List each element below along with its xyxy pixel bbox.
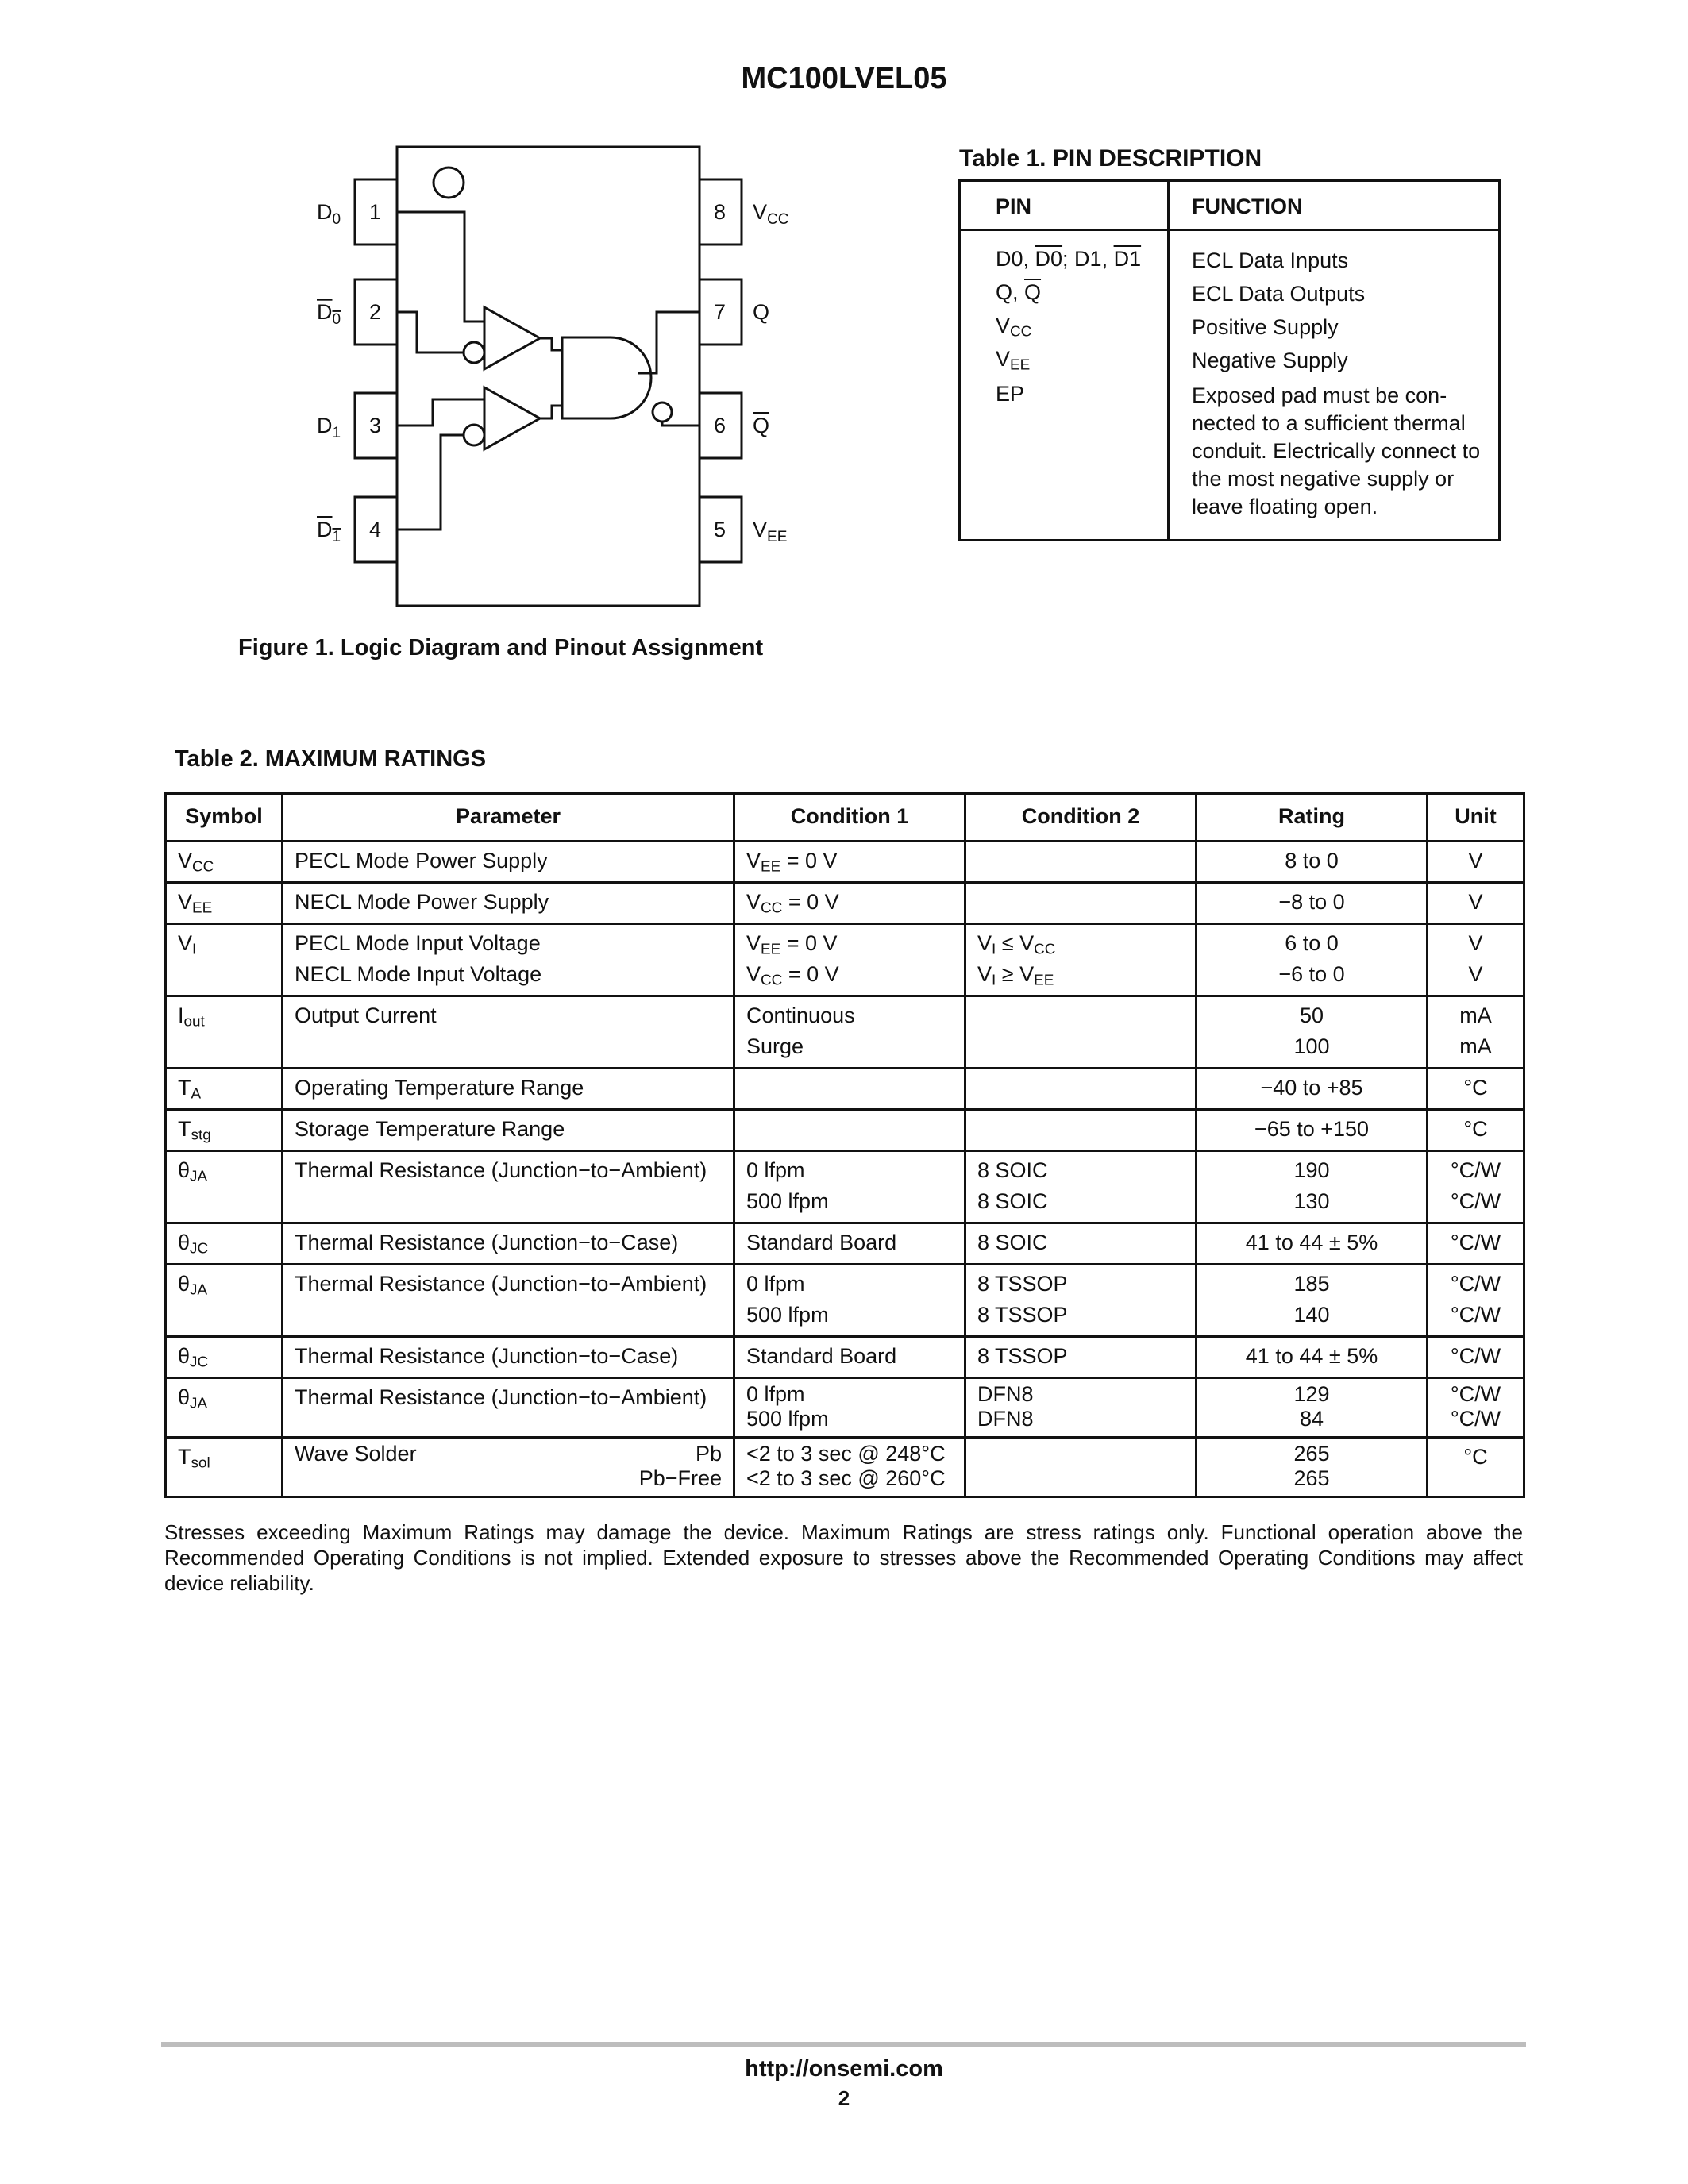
parameter-cell: Output Current bbox=[283, 996, 734, 1069]
condition1-cell: Continuous Surge bbox=[734, 996, 965, 1069]
parameter-cell: NECL Mode Power Supply bbox=[283, 883, 734, 924]
rating-cell: 41 to 44 ± 5% bbox=[1197, 1223, 1428, 1265]
table-row bbox=[166, 1438, 1524, 1497]
symbol-cell: $T_{stg}$ bbox=[166, 1110, 283, 1151]
rating-cell: −8 to 0 bbox=[1197, 883, 1428, 924]
parameter-cell: PECL Mode Power Supply bbox=[283, 842, 734, 883]
unit-cell: °C bbox=[1428, 1438, 1524, 1497]
unit-cell: mA mA bbox=[1428, 996, 1524, 1069]
unit-cell: V V bbox=[1428, 924, 1524, 996]
pin-label-q-bar: Q bbox=[753, 414, 770, 437]
pin-label-d0-bar: $D_0$ bbox=[317, 300, 341, 328]
unit-cell: °C/W °C/W bbox=[1428, 1265, 1524, 1337]
buffer-gate-1 bbox=[484, 307, 540, 369]
parameter-cell: Thermal Resistance (Junction−to−Ambient) bbox=[283, 1378, 734, 1438]
rating-cell: 265 265 bbox=[1197, 1438, 1428, 1497]
pin-number-5: 5 bbox=[714, 518, 726, 541]
pin-function: ECL Data Outputs bbox=[1192, 282, 1366, 306]
pin-function: Negative Supply bbox=[1192, 349, 1348, 372]
symbol-cell: $T_{sol}$ bbox=[166, 1438, 283, 1497]
pin1-marker bbox=[434, 168, 464, 198]
condition1-cell: Standard Board bbox=[734, 1337, 965, 1378]
symbol-cell: $V_I$ bbox=[166, 924, 283, 996]
condition2-cell: 8 TSSOP 8 TSSOP bbox=[965, 1265, 1197, 1337]
condition2-cell: DFN8 DFN8 bbox=[965, 1378, 1197, 1438]
condition2-cell bbox=[965, 1110, 1197, 1151]
symbol-cell: $\theta_{JA}$ bbox=[166, 1151, 283, 1223]
pin-table-title: Table 1. PIN DESCRIPTION bbox=[959, 145, 1262, 171]
table-row bbox=[166, 1337, 1524, 1378]
condition1-cell: $V_{CC} = 0$ V bbox=[734, 883, 965, 924]
pin-function: Exposed pad must be con-nected to a sufficient thermal conduit. Electrically connect to the most negative supply or leave floating open. bbox=[1192, 383, 1481, 518]
buffer-2-bubble bbox=[464, 425, 484, 445]
condition1-cell: <2 to 3 sec @ 248°C <2 to 3 sec @ 260°C bbox=[734, 1438, 965, 1497]
table-row bbox=[166, 883, 1524, 924]
symbol-header: Symbol bbox=[166, 794, 283, 842]
symbol-cell: $T_A$ bbox=[166, 1069, 283, 1110]
stress-note: Stresses exceeding Maximum Ratings may damage the device. Maximum Ratings are stress ratings only. Functional operation above the Recommended Operating Conditions is not implied. Extended exposure to stresses above the Recommended Operating Conditions may affect device reliability. bbox=[164, 1520, 1523, 1595]
parameter-cell: Thermal Resistance (Junction−to−Ambient) bbox=[283, 1265, 734, 1337]
ratings-header-row bbox=[166, 794, 1524, 842]
condition2-cell: 8 SOIC 8 SOIC bbox=[965, 1151, 1197, 1223]
condition1-cell: 0 lfpm 500 lfpm bbox=[734, 1265, 965, 1337]
unit-cell: °C/W bbox=[1428, 1223, 1524, 1265]
condition1-cell: 0 lfpm 500 lfpm bbox=[734, 1151, 965, 1223]
pin-number-3: 3 bbox=[369, 414, 382, 437]
pin-name: D0, D0; D1, D1 bbox=[996, 247, 1142, 271]
pin-column-header: PIN bbox=[996, 195, 1032, 218]
pin-number-2: 2 bbox=[369, 300, 382, 324]
pin-name: $V_{CC}$ bbox=[996, 314, 1032, 341]
pin-name: Q, $\overline{Q}$ bbox=[996, 280, 1042, 304]
symbol-cell: $I_{out}$ bbox=[166, 996, 283, 1069]
rating-cell: 50 100 bbox=[1197, 996, 1428, 1069]
rating-cell: 190 130 bbox=[1197, 1151, 1428, 1223]
pin-description-table bbox=[958, 179, 1501, 541]
condition2-cell: 8 TSSOP bbox=[965, 1337, 1197, 1378]
condition1-cell bbox=[734, 1110, 965, 1151]
pin-function: Positive Supply bbox=[1192, 315, 1339, 339]
parameter-cell: Thermal Resistance (Junction−to−Ambient) bbox=[283, 1151, 734, 1223]
parameter-cell: PECL Mode Input Voltage NECL Mode Input Voltage bbox=[283, 924, 734, 996]
pin-label-vcc: $V_{CC}$ bbox=[753, 200, 789, 228]
symbol-cell: $\theta_{JC}$ bbox=[166, 1337, 283, 1378]
footer-url: http://onsemi.com bbox=[745, 2056, 943, 2082]
symbol-cell: $\theta_{JA}$ bbox=[166, 1378, 283, 1438]
condition1-cell: 0 lfpm 500 lfpm bbox=[734, 1378, 965, 1438]
buffer-1-bubble bbox=[464, 342, 484, 363]
unit-cell: °C/W bbox=[1428, 1337, 1524, 1378]
pin-name: EP bbox=[996, 382, 1025, 406]
condition2-cell bbox=[965, 1069, 1197, 1110]
parameter-cell: Thermal Resistance (Junction−to−Case) bbox=[283, 1337, 734, 1378]
unit-cell: V bbox=[1428, 883, 1524, 924]
pin-label-d1-bar: $D_1$ bbox=[317, 518, 341, 545]
symbol-cell: $\theta_{JC}$ bbox=[166, 1223, 283, 1265]
ratings-table-title: Table 2. MAXIMUM RATINGS bbox=[175, 746, 487, 772]
condition2-cell bbox=[965, 883, 1197, 924]
table-row bbox=[166, 1110, 1524, 1151]
pin-label-vee: $V_{EE}$ bbox=[753, 518, 788, 545]
unit-header: Unit bbox=[1428, 794, 1524, 842]
rating-cell: 129 84 bbox=[1197, 1378, 1428, 1438]
table-row bbox=[166, 1151, 1524, 1223]
condition1-header: Condition 1 bbox=[734, 794, 965, 842]
pin-number-7: 7 bbox=[714, 300, 726, 324]
condition1-cell: $V_{EE} = 0$ V $V_{CC} = 0$ V bbox=[734, 924, 965, 996]
symbol-cell: $V_{CC}$ bbox=[166, 842, 283, 883]
maximum-ratings-table bbox=[164, 792, 1525, 1498]
pin-label-q: Q bbox=[753, 300, 770, 324]
pin-name: $V_{EE}$ bbox=[996, 347, 1031, 374]
condition2-cell bbox=[965, 1438, 1197, 1497]
table-row bbox=[166, 924, 1524, 996]
footer-divider bbox=[161, 2042, 1526, 2047]
unit-cell: °C/W °C/W bbox=[1428, 1151, 1524, 1223]
rating-header: Rating bbox=[1197, 794, 1428, 842]
unit-cell: °C bbox=[1428, 1110, 1524, 1151]
rating-cell: 8 to 0 bbox=[1197, 842, 1428, 883]
table-row bbox=[166, 1378, 1524, 1438]
function-column-header: FUNCTION bbox=[1192, 195, 1303, 218]
pin-number-8: 8 bbox=[714, 200, 726, 224]
parameter-cell: Operating Temperature Range bbox=[283, 1069, 734, 1110]
rating-cell: −40 to +85 bbox=[1197, 1069, 1428, 1110]
parameter-cell: Wave Solder Pb Pb−Free bbox=[283, 1438, 734, 1497]
unit-cell: V bbox=[1428, 842, 1524, 883]
buffer-gate-2 bbox=[484, 387, 540, 449]
condition1-cell bbox=[734, 1069, 965, 1110]
condition1-cell: Standard Board bbox=[734, 1223, 965, 1265]
condition2-header: Condition 2 bbox=[965, 794, 1197, 842]
symbol-cell: $\theta_{JA}$ bbox=[166, 1265, 283, 1337]
unit-cell: °C/W °C/W bbox=[1428, 1378, 1524, 1438]
pin-label-d0: $D_0$ bbox=[317, 200, 341, 228]
parameter-cell: Thermal Resistance (Junction−to−Case) bbox=[283, 1223, 734, 1265]
condition2-cell bbox=[965, 842, 1197, 883]
rating-cell: 185 140 bbox=[1197, 1265, 1428, 1337]
table-row bbox=[166, 842, 1524, 883]
pin-number-6: 6 bbox=[714, 414, 726, 437]
table-row bbox=[166, 1223, 1524, 1265]
document-title: MC100LVEL05 bbox=[741, 62, 947, 95]
parameter-header: Parameter bbox=[283, 794, 734, 842]
table-row bbox=[166, 1069, 1524, 1110]
output-gate bbox=[562, 337, 651, 418]
condition2-cell bbox=[965, 996, 1197, 1069]
pin-function: ECL Data Inputs bbox=[1192, 248, 1349, 272]
page-number: 2 bbox=[838, 2086, 850, 2110]
rating-cell: 6 to 0 −6 to 0 bbox=[1197, 924, 1428, 996]
pin-table-divider bbox=[1167, 182, 1170, 539]
condition1-cell: $V_{EE} = 0$ V bbox=[734, 842, 965, 883]
figure-caption: Figure 1. Logic Diagram and Pinout Assignment bbox=[238, 635, 764, 661]
condition2-cell: 8 SOIC bbox=[965, 1223, 1197, 1265]
table-row bbox=[166, 1265, 1524, 1337]
pin-number-4: 4 bbox=[369, 518, 382, 541]
condition2-cell: $V_I \le V_{CC}$ $V_I \ge V_{EE}$ bbox=[965, 924, 1197, 996]
rating-cell: −65 to +150 bbox=[1197, 1110, 1428, 1151]
pin-label-d1: $D_1$ bbox=[317, 414, 341, 441]
symbol-cell: $V_{EE}$ bbox=[166, 883, 283, 924]
logic-diagram bbox=[306, 135, 814, 611]
rating-cell: 41 to 44 ± 5% bbox=[1197, 1337, 1428, 1378]
pin-number-1: 1 bbox=[369, 200, 382, 224]
unit-cell: °C bbox=[1428, 1069, 1524, 1110]
table-row bbox=[166, 996, 1524, 1069]
package-body bbox=[397, 147, 699, 606]
gate-output-bubble bbox=[653, 403, 672, 422]
pin-table-header bbox=[961, 182, 1498, 231]
parameter-cell: Storage Temperature Range bbox=[283, 1110, 734, 1151]
